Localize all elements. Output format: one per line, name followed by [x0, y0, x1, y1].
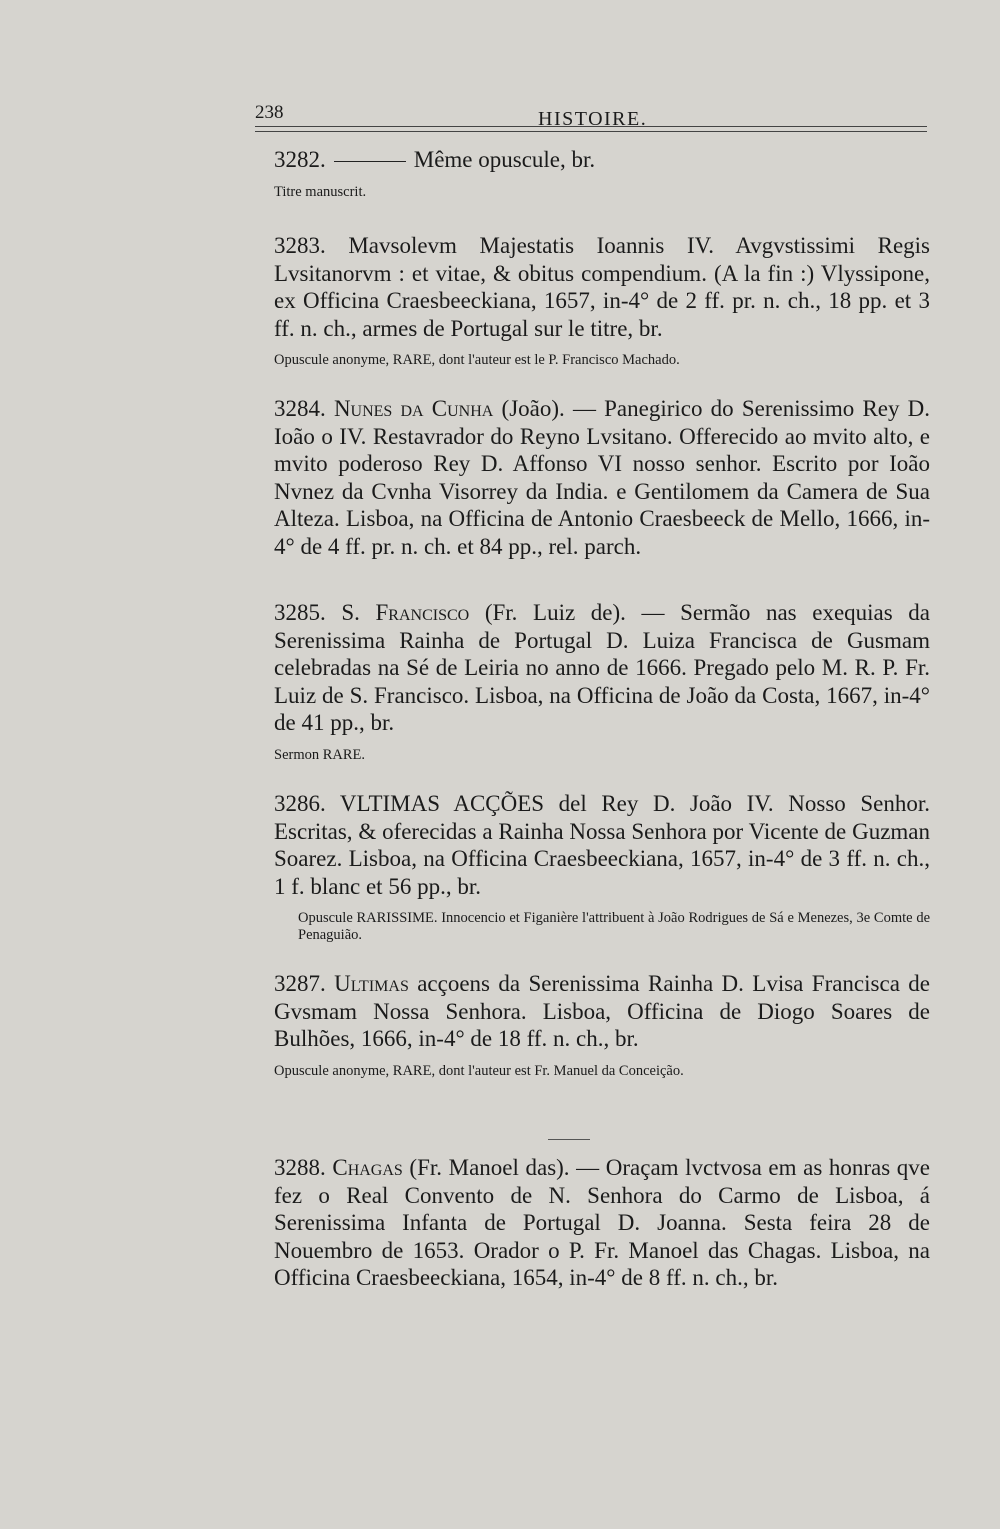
page-number: 238 — [255, 102, 284, 123]
entry-note: Opuscule RARISSIME. Innocencio et Figanière l'attribuent à João Rodrigues de Sá e Menezes, 3e Comte de Penaguião. — [298, 910, 930, 943]
entry-number: 3283. — [274, 233, 326, 258]
entry-text — [240, 232, 930, 342]
catalog-entry — [240, 232, 930, 369]
page-header — [255, 102, 927, 142]
entry-number: 3284. — [274, 396, 326, 421]
header-rule — [255, 126, 927, 127]
entry-author: Nunes da Cunha — [333, 396, 494, 421]
entry-note: Opuscule anonyme, RARE, dont l'auteur est le P. Francisco Machado. — [274, 352, 680, 368]
entry-text: 3284. Nunes da Cunha (João). — Panegirico do Serenissimo Rey D. Ioão o IV. Restavrador do Reyno Lvsitano. Offerecido ao mvito alto, e mvito poderoso Rey D. Affonso VI nosso senhor. Escrito por Ioão Nvnez da Cvnha Visorrey da India. e Gentilomem da Camera de Sua Alteza. Lisboa, na Officina de Antonio Craesbeeck de Mello, 1666, in-4° de 4 ff. pr. n. ch. et 84 pp., rel. parch. — [274, 396, 931, 559]
entry-author: Ultimas — [334, 971, 409, 996]
section-divider — [548, 1139, 590, 1140]
entry-number: 3287. — [274, 971, 326, 996]
catalog-entry — [240, 146, 930, 201]
catalog-entry — [240, 970, 930, 1080]
entry-text: 3285. S. Francisco (Fr. Luiz de). — Sermão nas exequias da Serenissima Rainha de Portugal D. Luiza Francisca de Gusmam celebradas na Sé de Leiria no anno de 1666. Pregado pelo M. R. P. Fr. Luiz de S. Francisco. Lisboa, na Officina de João da Costa, 1667, in-4° de 41 pp., br. — [274, 600, 931, 735]
entry-note: Titre manuscrit. — [274, 183, 367, 200]
entry-body: Mavsolevm Majestatis Ioannis IV. Avgvstissimi Regis Lvsitanorvm : et vitae, & obitus compendium. (A la fin :) Vlyssipone, ex Officina Craesbeeckiana, 1657, in-4° de 2 ff. pr. n. ch., 18 pp. et 3 ff. n. ch., armes de Portugal sur le titre, br. — [274, 233, 930, 341]
entry-text — [240, 146, 930, 174]
entry-body: Oraçam lvctvosa em as honras qve fez o Real Convento de N. Senhora do Carmo de Lisboa, á Serenissima Infanta de Portugal D. Joanna. Sesta feira 28 de Nouembro de 1653. Orador o P. Fr. Manoel das Chagas. Lisboa, na Officina Craesbeeckiana, 1654, in-4° de 8 ff. n. ch., br. — [274, 1155, 931, 1290]
entry-body: acçoens da Serenissima Rainha D. Lvisa Francisca de Gvsmam Nossa Senhora. Lisboa, Officina de Diogo Soares de Bulhões, 1666, in-4° de 18 ff. n. ch., br. — [274, 971, 930, 1051]
running-title: HISTOIRE. — [538, 108, 648, 130]
entry-author-rest: (João). — [493, 396, 565, 421]
ditto-dash — [334, 161, 406, 162]
entry-body: Sermão nas exequias da Serenissima Rainha de Portugal D. Luiza Francisca de Gusmam celebradas na Sé de Leiria no anno de 1666. Pregado pelo M. R. P. Fr. Luiz de S. Francisco. Lisboa, na Officina de João da Costa, 1667, in-4° de 41 pp., br. — [274, 600, 931, 735]
entry-number: 3288. — [274, 1155, 326, 1180]
entry-number: 3286. — [274, 791, 326, 816]
catalog-entry — [240, 599, 930, 764]
entry-author-prefix: S. — [341, 600, 376, 625]
entry-author: Francisco — [375, 600, 470, 625]
entry-note: Opuscule anonyme, RARE, dont l'auteur est Fr. Manuel da Conceição. — [274, 1062, 684, 1079]
header-rule — [255, 131, 927, 132]
entry-number: 3282. — [274, 147, 326, 172]
entry-author-rest: (Fr. Luiz de). — [469, 600, 626, 625]
entry-author-rest: (Fr. Manoel das). — [402, 1155, 570, 1180]
catalog-entry — [240, 1154, 930, 1292]
entry-body: Même opuscule, br. — [413, 147, 596, 172]
entry-text — [240, 790, 930, 900]
entry-body: VLTIMAS ACÇÕES del Rey D. João IV. Nosso Senhor. Escritas, & oferecidas a Rainha Nossa Senhora por Vicente de Guzman Soarez. Lisboa, na Officina Craesbeeckiana, 1657, in-4° de 3 ff. n. ch., 1 f. blanc et 56 pp., br. — [274, 791, 930, 899]
catalog-entry — [240, 395, 930, 560]
entry-text: 3288. Chagas (Fr. Manoel das). — Oraçam lvctvosa em as honras qve fez o Real Convento de N. Senhora do Carmo de Lisboa, á Serenissima Infanta de Portugal D. Joanna. Sesta feira 28 de Nouembro de 1653. Orador o P. Fr. Manoel das Chagas. Lisboa, na Officina Craesbeeckiana, 1654, in-4° de 8 ff. n. ch., br. — [274, 1155, 931, 1290]
entry-body: Panegirico do Serenissimo Rey D. Ioão o IV. Restavrador do Reyno Lvsitano. Offerecido ao mvito alto, e mvito poderoso Rey D. Affonso VI nosso senhor. Escrito por Ioão Nvnez da Cvnha Visorrey da India. e Gentilomem da Camera de Sua Alteza. Lisboa, na Officina de Antonio Craesbeeck de Mello, 1666, in-4° de 4 ff. pr. n. ch. et 84 pp., rel. parch. — [274, 396, 931, 559]
entry-number: 3285. — [274, 600, 326, 625]
entry-text — [240, 970, 930, 1053]
entry-author: Chagas — [332, 1155, 403, 1180]
catalog-entry — [240, 790, 930, 944]
entry-note: Sermon RARE. — [274, 746, 366, 763]
